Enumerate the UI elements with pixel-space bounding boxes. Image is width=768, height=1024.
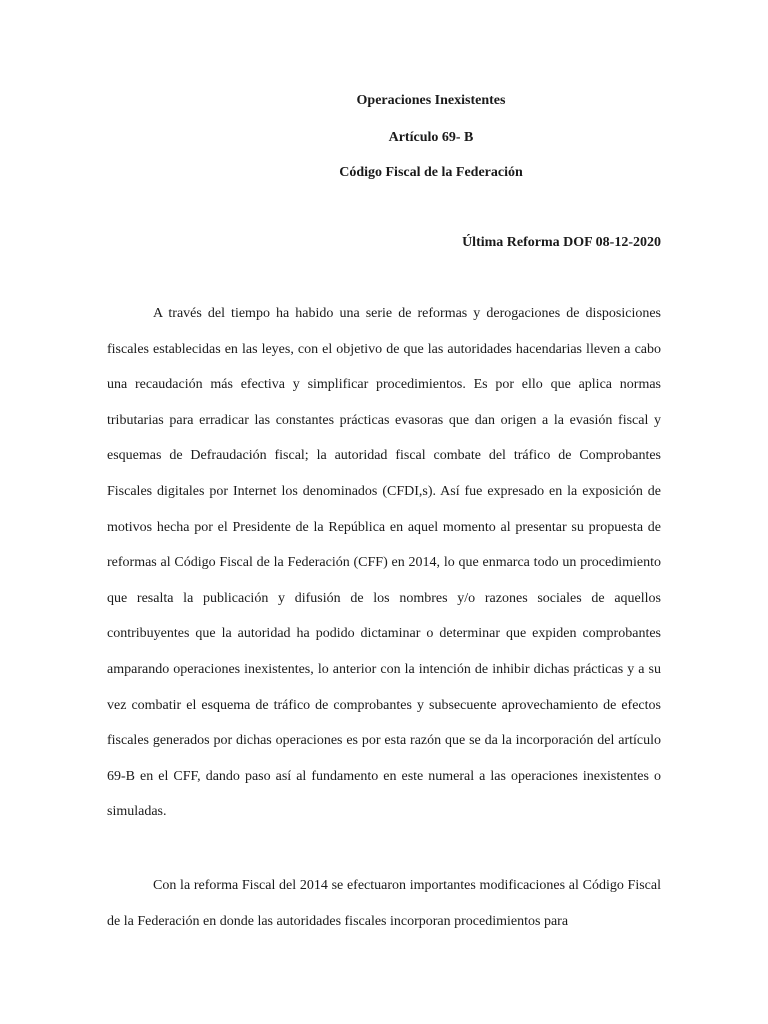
code-name-heading: Código Fiscal de la Federación [339,165,523,180]
article-subtitle: Artículo 69- B [388,130,474,145]
body-paragraph-1: A través del tiempo ha habido una serie de reformas y derogaciones de disposiciones fiscales establecidas en las leyes, con el objetivo de que las autoridades hacendarias lleven a cabo una recaudación más efectiva y simplificar procedimientos. Es por ello que aplica normas tributarias para erradicar las constantes prácticas evasoras que dan origen a la evasión fiscal y esquemas de Defraudación fiscal; la autoridad fiscal combate del tráfico de Comprobantes Fiscales digitales por Internet los denominados (CFDI,s). Así fue expresado en la exposición de motivos hecha por el Presidente de la República en aquel momento al presentar su propuesta de reformas al Código Fiscal de la Federación (CFF) en 2014, lo que enmarca todo un procedimiento que resalta la publicación y difusión de los nombres y/o razones sociales de aquellos contribuyentes que la autoridad ha podido dictaminar o determinar que expiden comprobantes amparando operaciones inexistentes, lo anterior con la intención de inhibir dichas prácticas y a su vez combatir el esquema de tráfico de comprobantes y subsecuente aprovechamiento de efectos fiscales generados por dichas operaciones es por esta razón que se da la incorporación del artículo 69-B en el CFF, dando paso así al fundamento en este numeral a las operaciones inexistentes o simuladas. [107,306,661,820]
last-reform-date: Última Reforma DOF 08-12-2020 [462,235,661,250]
body-paragraph-2: Con la reforma Fiscal del 2014 se efectuaron importantes modificaciones al Código Fiscal de la Federación en donde las autoridades fiscales incorporan procedimientos para [107,878,661,929]
document-title: Operaciones Inexistentes [356,93,506,108]
